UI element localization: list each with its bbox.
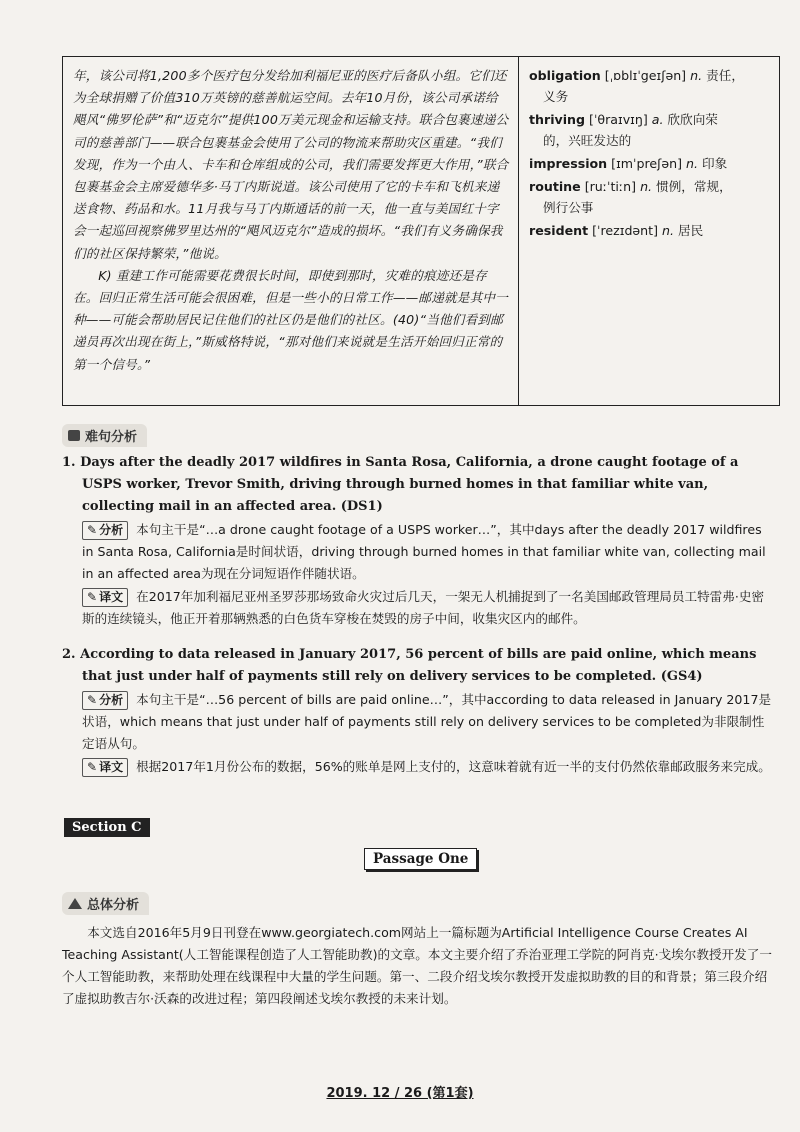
vocab-meaning: 印象 [702,156,728,171]
vocabulary-column [519,57,779,405]
vocab-pos: n. [686,156,699,171]
sentence-item [62,644,772,778]
sentence-number: 1. [62,455,76,470]
book-icon [68,430,80,441]
translation-block [62,756,772,778]
vocab-meaning: 责任， [706,68,744,83]
pen-icon: ✎ [87,693,98,707]
difficult-sentence-tag [62,424,147,447]
translation-block [62,586,772,630]
vocab-ipa: [ruːˈtiːn] [584,179,637,194]
overview-tag [62,892,149,915]
translation-badge-label: 译文 [99,760,124,774]
pen-icon: ✎ [87,590,98,604]
vocab-word: thriving [529,112,586,127]
vocab-meaning-cont: 例行公事 [543,200,594,215]
pen-icon: ✎ [87,523,98,537]
vocab-meaning-cont: 的，兴旺发达的 [543,133,632,148]
vocab-word: resident [529,223,589,238]
translation-badge-label: 译文 [99,590,124,604]
vocab-ipa: [ˈθraɪvɪŋ] [589,112,648,127]
sentence-text: According to data released in January 2017, 56 percent of bills are paid online, which means that just under half of payments still rely on delivery services to be completed. (GS4) [80,647,757,684]
translation-badge [82,588,128,607]
translation-paragraph-1: 年，该公司将1,200多个医疗包分发给加利福尼亚的医疗后备队小组。它们还为全球捐赠了价值310万英镑的慈善航运空间。去年10月份，该公司承诺给飓风“佛罗伦萨”和“迈克尔”提供100万美元现金和运输支持。联合包裹速递公司的慈善部门——联合包裹基金会使用了公司的物流来帮助灾区重建。“我们发现，作为一个由人、卡车和仓库组成的公司，我们需要发挥更大作用，”联合包裹基金会主席爱德华多·马丁内斯说道。该公司使用了它的卡车和飞机来递送食物、药品和水。11月我与马丁内斯通话的前一天，他一直与美国红十字会一起巡回视察佛罗里达州的“飓风迈克尔”造成的损坏。“我们有义务确保我们的社区保持繁荣，”他说。 [73,68,509,261]
sentence-number: 2. [62,647,76,662]
vocab-pos: a. [651,112,664,127]
mountain-icon [68,898,82,909]
analysis-text: 本句主干是“…a drone caught footage of a USPS worker…”，其中days after the deadly 2017 wildfires in Santa Rosa, California是时间状语，driving through burned homes in that familiar white van, collecting mail in an affected area为现在分词短语作伴随状语。 [82,522,766,581]
vocab-ipa: [ˈrezɪdənt] [592,223,659,238]
analysis-text: 本句主干是“…56 percent of bills are paid online…”，其中according to data released in January 2017是状语，which means that just under half of payments still rely on delivery services to be completed为非限制性定语从句。 [82,692,772,751]
passage-translation-column [63,57,519,405]
vocab-entry [529,220,773,241]
vocab-ipa: [ɪmˈpreʃən] [611,156,682,171]
vocab-pos: n. [690,68,703,83]
analysis-badge [82,521,128,540]
analysis-badge [82,691,128,710]
vocab-entry [529,109,773,151]
translation-text: 在2017年加利福尼亚州圣罗莎那场致命火灾过后几天，一架无人机捕捉到了一名美国邮政管理局员工特雷弗·史密斯的连续镜头，他正开着那辆熟悉的白色货车穿梭在焚毁的房子中间，收集灾区内的邮件。 [82,589,765,626]
sentence-text: Days after the deadly 2017 wildfires in Santa Rosa, California, a drone caught footage of a USPS worker, Trevor Smith, driving through burned homes in that familiar white van, collecting mail in an affected area. (DS1) [80,455,739,514]
passage-one-label: Passage One [364,848,477,870]
analysis-badge-label: 分析 [99,693,124,707]
vocab-entry [529,176,773,218]
vocab-meaning: 居民 [678,223,704,238]
pen-icon: ✎ [87,760,98,774]
overview-paragraph: 本文选自2016年5月9日刊登在www.georgiatech.com网站上一篇标题为Artificial Intelligence Course Creates AI Teaching Assistant(人工智能课程创造了人工智能助教)的文章。本文主要介绍了乔治亚理工学院的阿肖克·戈埃尔教授开发了一个人工智能助教，来帮助处理在线课程中大量的学生问题。第一、二段介绍戈埃尔教授开发虚拟助教的目的和背景；第三段介绍了虚拟助教吉尔·沃森的改进过程；第四段阐述戈埃尔教授的未来计划。 [62,925,772,1006]
difficult-sentence-label: 难句分析 [85,430,138,445]
translation-badge [82,758,128,777]
vocab-meaning-cont: 义务 [543,89,569,104]
translation-paragraph-2: K) 重建工作可能需要花费很长时间，即使到那时，灾难的痕迹还是存在。回归正常生活可能会很困难，但是一些小的日常工作——邮递就是其中一种——可能会帮助居民记住他们的社区仍是他们的社区。(40)“当他们看到邮递员再次出现在街上，”斯威格特说，“那对他们来说就是生活开始回归正常的第一个信号。” [73,267,508,372]
analysis-block [62,519,772,585]
analysis-block [62,689,772,755]
vocab-pos: n. [662,223,675,238]
vocab-word: impression [529,156,608,171]
vocab-word: routine [529,179,581,194]
analysis-badge-label: 分析 [99,523,124,537]
vocab-pos: n. [640,179,653,194]
vocab-ipa: [ˌɒblɪˈgeɪʃən] [604,68,687,83]
vocab-meaning: 欣欣向荣 [667,112,718,127]
vocab-word: obligation [529,68,601,83]
sentence-english [62,644,772,688]
vocab-meaning: 惯例，常规， [656,179,732,194]
vocab-entry [529,65,773,107]
sentence-english [62,452,772,518]
page-footer: 2019. 12 / 26 (第1套) [326,1086,474,1101]
sentence-item [62,452,772,630]
translation-text: 根据2017年1月份公布的数据，56%的账单是网上支付的，这意味着就有近一半的支付仍然依靠邮政服务来完成。 [136,759,771,774]
passage-vocab-table [62,56,780,406]
vocab-entry [529,153,773,174]
overview-label: 总体分析 [87,898,140,913]
section-c-label: Section C [64,818,150,837]
